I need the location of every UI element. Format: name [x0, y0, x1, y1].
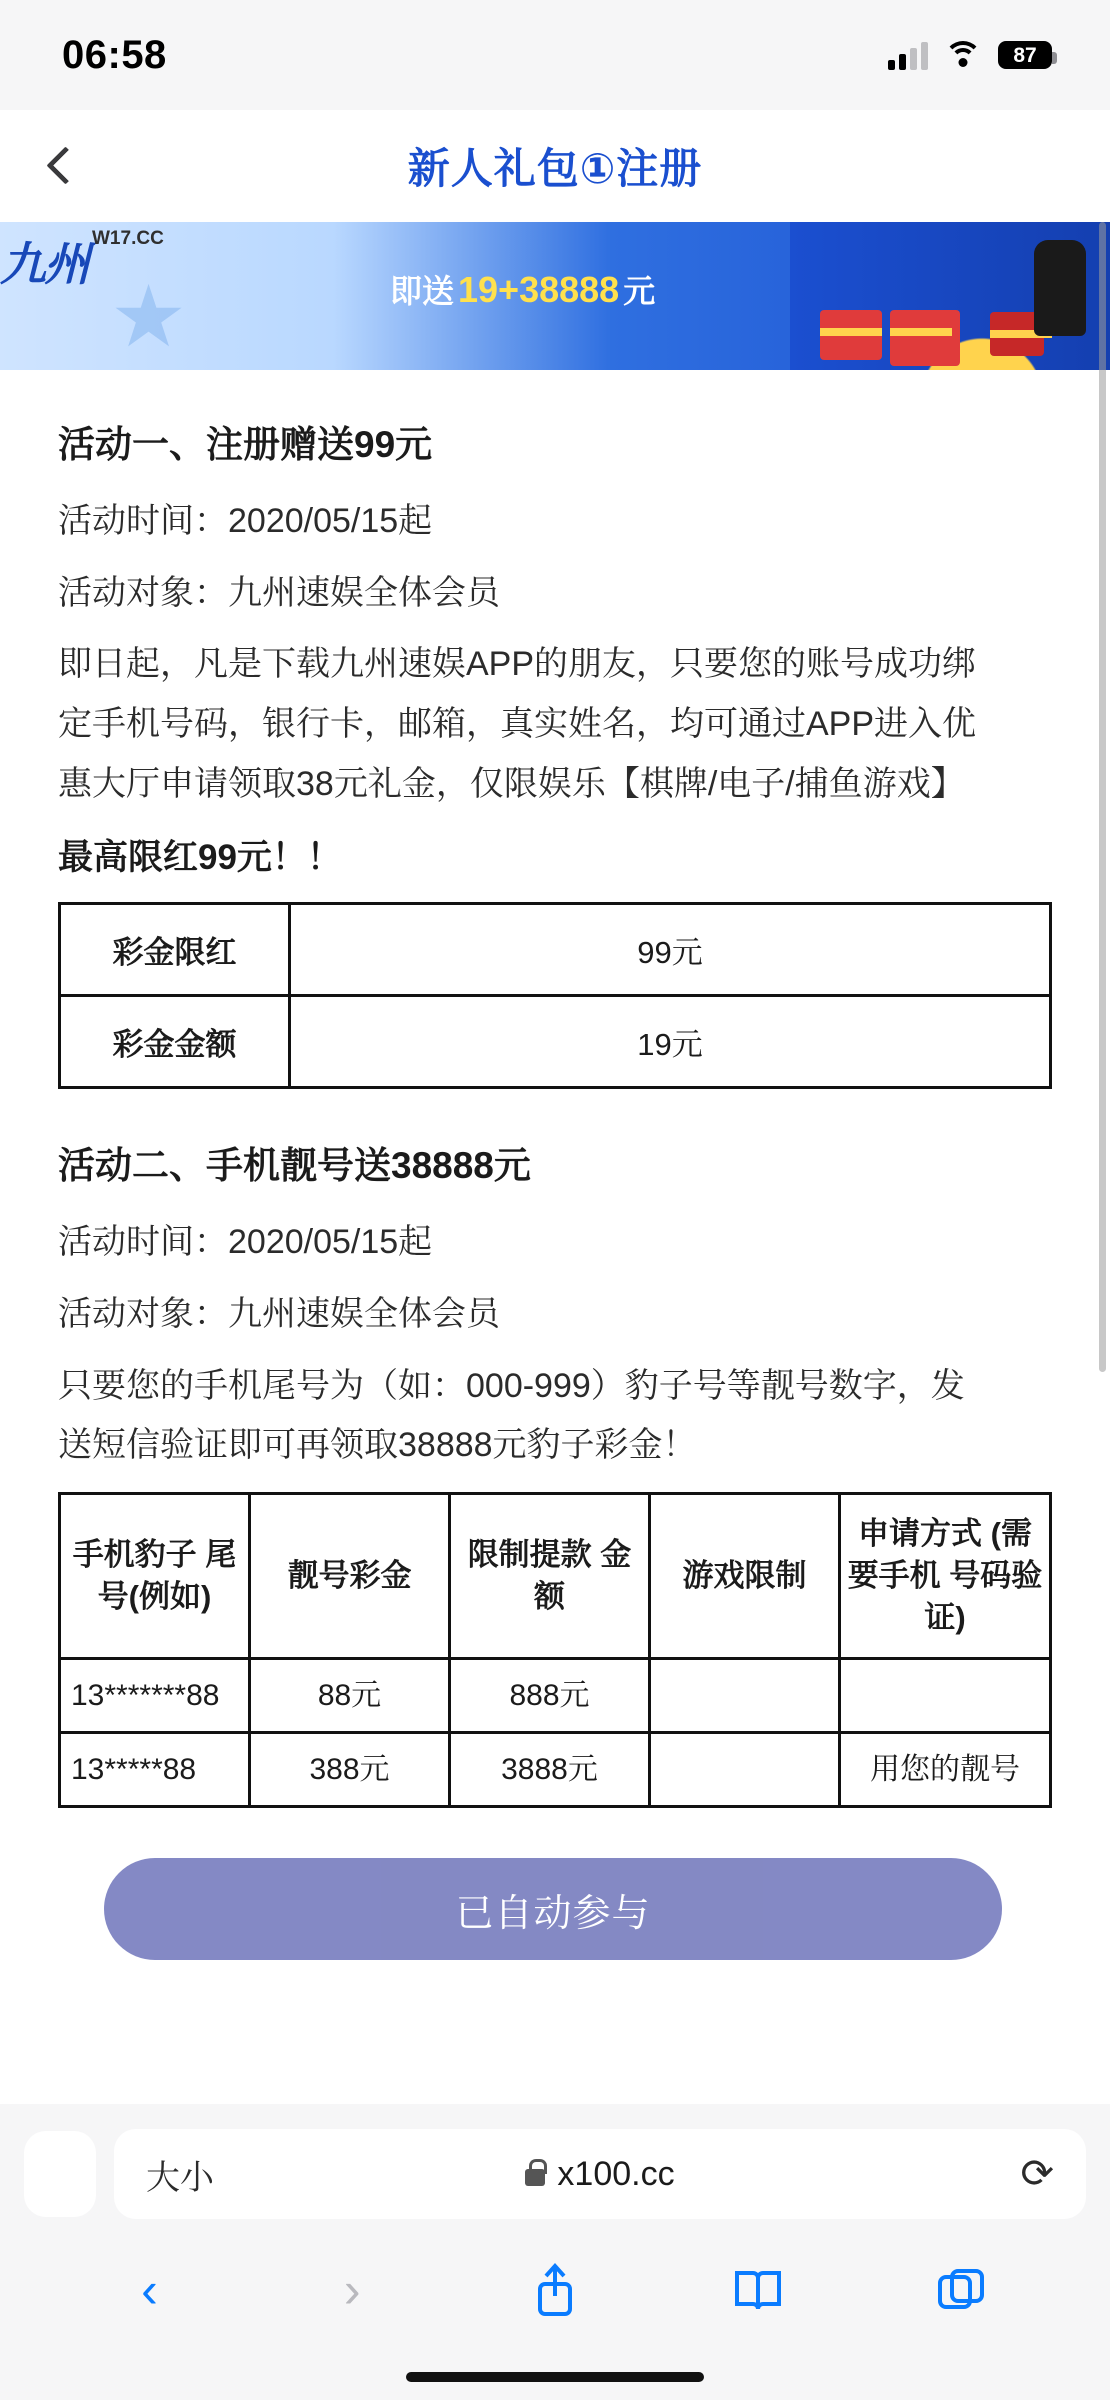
activity-two-title: 活动二、手机靓号送38888元: [58, 1145, 531, 1187]
banner-promo-amount: 19+38888: [458, 269, 620, 310]
lock-icon: [525, 2169, 545, 2186]
table-row: [60, 1658, 1051, 1732]
wifi-icon: [944, 41, 982, 69]
table-cell: 用您的靓号: [840, 1732, 1051, 1806]
table-header-cell: 申请方式 (需要手机 号码验证): [840, 1494, 1051, 1659]
table-header-cell: 限制提款 金额: [450, 1494, 650, 1659]
address-bar[interactable]: [114, 2129, 1086, 2219]
reload-icon[interactable]: ⟳: [1020, 2152, 1054, 2196]
table-cell-label: 彩金限红: [60, 904, 290, 996]
page-header: [0, 110, 1110, 222]
battery-icon: [998, 41, 1052, 69]
banner-logo: 九州 $^{W17.CC}$: [0, 228, 164, 290]
banner-promo-prefix: 即送: [390, 273, 455, 309]
back-chevron-icon[interactable]: [40, 146, 80, 186]
battery-level: 87: [1013, 43, 1037, 67]
browser-forward-icon: ›: [343, 2262, 361, 2318]
table-cell: 88元: [250, 1658, 450, 1732]
browser-toolbar: [0, 2226, 1110, 2354]
tab-peek-left[interactable]: [24, 2131, 96, 2217]
table-header-cell: 靓号彩金: [250, 1494, 450, 1659]
table-cell: [840, 1658, 1051, 1732]
banner-logo-sub: W17.CC: [92, 228, 164, 249]
table-cell: 3888元: [450, 1732, 650, 1806]
browser-chrome: [0, 2104, 1110, 2400]
gift-illustration: [790, 222, 1110, 370]
table-row: [60, 996, 1051, 1088]
table-cell: 888元: [450, 1658, 650, 1732]
activity-one-time: 活动时间：2020/05/15起: [58, 502, 433, 540]
url-bar-row: [0, 2122, 1110, 2226]
auto-join-toast: 已自动参与: [104, 1858, 1002, 1960]
activity-one-title: 活动一、注册赠送99元: [58, 424, 433, 465]
table-header-cell: 手机豹子 尾号(例如): [60, 1494, 250, 1659]
banner-promo-text: [390, 266, 655, 312]
table-row: [60, 1732, 1051, 1806]
activity-one-body-line: 定手机号码，银行卡，邮箱，真实姓名，均可通过APP进入优: [58, 705, 977, 744]
table-cell: 388元: [250, 1732, 450, 1806]
activity-one-body-line: 即日起，凡是下载九州速娱APP的朋友，只要您的账号成功绑: [58, 645, 977, 684]
status-time: 06:58: [62, 32, 167, 77]
table-cell: 13*******88: [60, 1658, 250, 1732]
activity-two-body-line: 只要您的手机尾号为（如：000-999）豹子号等靓号数字，发: [58, 1366, 965, 1405]
address-bar-center: [114, 2152, 1086, 2196]
promo-banner[interactable]: [0, 222, 1110, 370]
vertical-scrollbar[interactable]: [1099, 222, 1106, 1372]
table-cell-value: 99元: [290, 904, 1051, 996]
browser-back-icon[interactable]: ‹: [141, 2262, 158, 2318]
table-row: [60, 904, 1051, 996]
share-icon[interactable]: [515, 2250, 595, 2330]
activity-two-time: 活动时间：2020/05/15起: [58, 1223, 433, 1262]
page-content: [0, 222, 1110, 2104]
activity-one-table: [58, 902, 1052, 1089]
article-body: [0, 370, 1110, 1808]
activity-two-body-line: 送短信验证即可再领取38888元豹子彩金！: [58, 1426, 697, 1465]
address-bar-url: x100.cc: [557, 2154, 675, 2193]
cellular-signal-icon: [888, 40, 928, 70]
banner-promo-suffix: 元: [623, 273, 656, 309]
star-icon: ★: [110, 269, 188, 365]
activity-two-table: [58, 1492, 1052, 1808]
activity-one-target: 活动对象：九州速娱全体会员: [58, 573, 500, 612]
page-title: 新人礼包①注册: [407, 145, 703, 192]
status-indicators: [888, 40, 1052, 70]
table-header-cell: 游戏限制: [650, 1494, 840, 1659]
table-cell: [650, 1658, 840, 1732]
activity-one-body-line: 惠大厅申请领取38元礼金，仅限娱乐【棋牌/电子/捕鱼游戏】: [58, 764, 965, 803]
table-cell-label: 彩金金额: [60, 996, 290, 1088]
tabs-icon[interactable]: [921, 2250, 1001, 2330]
table-cell: 13*****88: [60, 1732, 250, 1806]
bookmarks-icon[interactable]: [718, 2250, 798, 2330]
table-cell: [650, 1732, 840, 1806]
text-size-button[interactable]: 大小: [146, 2158, 214, 2197]
table-cell-value: 19元: [290, 996, 1051, 1088]
activity-one-limit-note: 最高限红99元！！: [58, 838, 342, 878]
home-indicator: [0, 2354, 1110, 2400]
activity-two-target: 活动对象：九州速娱全体会员: [58, 1295, 500, 1334]
status-bar: [0, 0, 1110, 110]
table-header-row: [60, 1494, 1051, 1659]
